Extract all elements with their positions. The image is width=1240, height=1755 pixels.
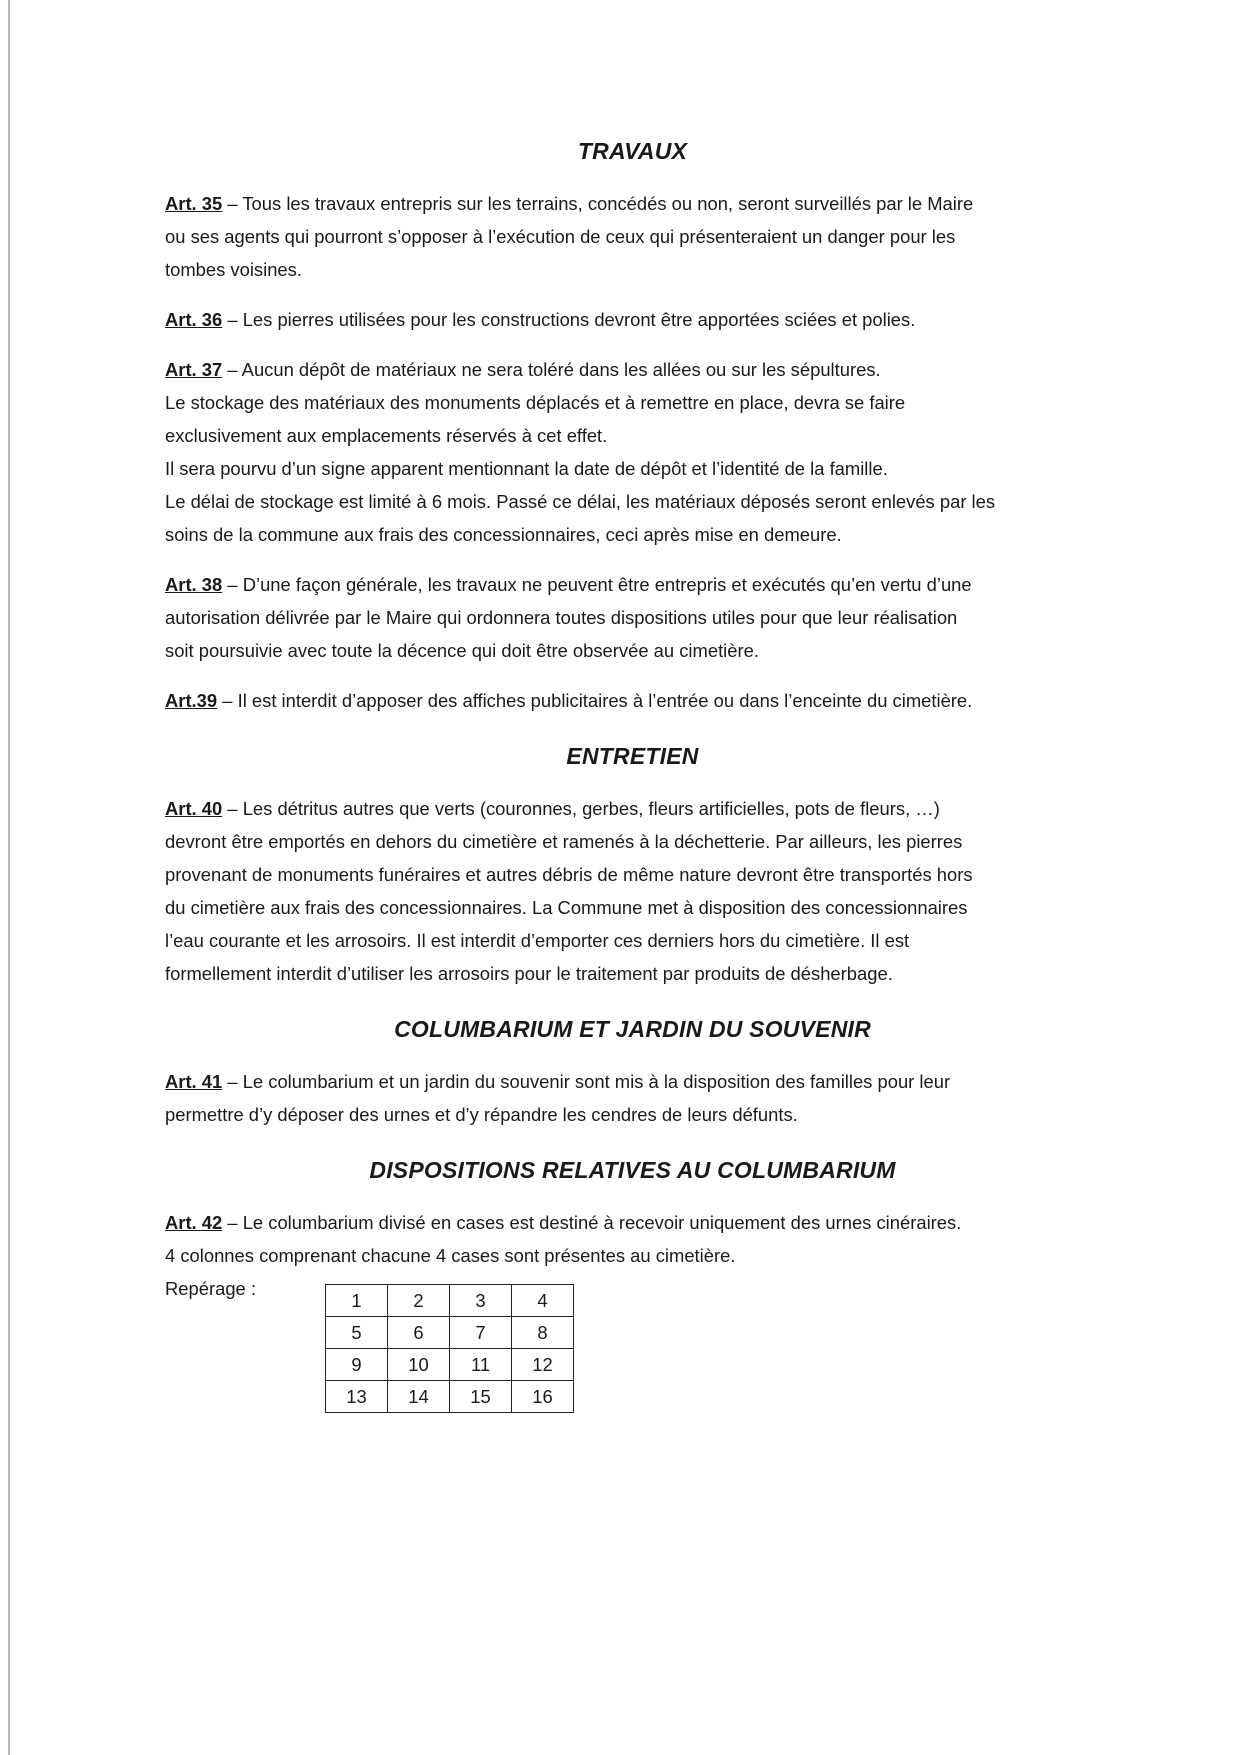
heading-columbarium-jardin: COLUMBARIUM ET JARDIN DU SOUVENIR — [394, 1016, 871, 1042]
article-label: Art. 41 — [165, 1071, 223, 1092]
article-label: Art.39 — [165, 690, 218, 711]
grid-cell: 14 — [388, 1381, 450, 1413]
grid-row — [326, 1317, 574, 1349]
article-35: Art. 35 – Tous les travaux entrepris sur les terrains, concédés ou non, seront surveillés par le Maire ou ses agents qui pourront s’opposer à l’exécution de ceux qui présenteraient un danger pour les tombes voisines. — [165, 193, 974, 280]
grid-row — [326, 1349, 574, 1381]
grid-cell: 2 — [388, 1285, 450, 1317]
article-37: Art. 37 – Aucun dépôt de matériaux ne sera toléré dans les allées ou sur les sépultures. Le stockage des matériaux des monuments déplacés et à remettre en place, devra se faire exclusivement aux emplacements réservés à cet effet. Il sera pourvu d’un signe apparent mentionnant la date de dépôt et l’identité de la famille. Le délai de stockage est limité à 6 mois. Passé ce délai, les matériaux déposés seront enlevés par les soins de la commune aux frais des concessionnaires, ceci après mise en demeure. — [165, 359, 996, 545]
grid-cell: 16 — [512, 1381, 574, 1413]
heading-entretien: ENTRETIEN — [566, 743, 699, 769]
grid-cell: 5 — [326, 1317, 388, 1349]
article-label: Art. 38 — [165, 574, 223, 595]
article-label: Art. 40 — [165, 798, 223, 819]
grid-cell: 8 — [512, 1317, 574, 1349]
article-36: Art. 36 – Les pierres utilisées pour les constructions devront être apportées sciées et polies. — [165, 309, 916, 330]
article-42: Art. 42 – Le columbarium divisé en cases est destiné à recevoir uniquement des urnes cinéraires. 4 colonnes comprenant chacune 4 cases sont présentes au cimetière. — [165, 1212, 962, 1266]
grid-cell: 12 — [512, 1349, 574, 1381]
heading-dispositions-columbarium: DISPOSITIONS RELATIVES AU COLUMBARIUM — [369, 1157, 896, 1183]
reperage-label: Repérage : — [165, 1278, 256, 1299]
grid-cell: 11 — [450, 1349, 512, 1381]
article-label: Art. 35 — [165, 193, 223, 214]
document-page — [165, 138, 1100, 1422]
grid-cell: 15 — [450, 1381, 512, 1413]
article-38: Art. 38 – D’une façon générale, les travaux ne peuvent être entrepris et exécutés qu’en vertu d’une autorisation délivrée par le Maire qui ordonnera toutes dispositions utiles pour que leur réalisation soit poursuivie avec toute la décence qui doit être observée au cimetière. — [165, 574, 972, 661]
columbarium-grid — [325, 1284, 574, 1413]
grid-cell: 10 — [388, 1349, 450, 1381]
grid-cell: 3 — [450, 1285, 512, 1317]
grid-cell: 1 — [326, 1285, 388, 1317]
grid-cell: 6 — [388, 1317, 450, 1349]
article-label: Art. 42 — [165, 1212, 223, 1233]
grid-row — [326, 1381, 574, 1413]
article-label: Art. 36 — [165, 309, 223, 330]
grid-cell: 7 — [450, 1317, 512, 1349]
article-41: Art. 41 – Le columbarium et un jardin du souvenir sont mis à la disposition des familles pour leur permettre d’y déposer des urnes et d’y répandre les cendres de leurs défunts. — [165, 1071, 951, 1125]
grid-cell: 9 — [326, 1349, 388, 1381]
scan-edge-line — [8, 0, 10, 1755]
grid-cell: 4 — [512, 1285, 574, 1317]
grid-row — [326, 1285, 574, 1317]
article-40: Art. 40 – Les détritus autres que verts (couronnes, gerbes, fleurs artificielles, pots de fleurs, …) devront être emportés en dehors du cimetière et ramenés à la déchetterie. Par ailleurs, les pierres provenant de monuments funéraires et autres débris de même nature devront être transportés hors du cimetière aux frais des concessionnaires. La Commune met à disposition des concessionnaires l’eau courante et les arrosoirs. Il est interdit d’emporter ces derniers hors du cimetière. Il est formellement interdit d’utiliser les arrosoirs pour le traitement par produits de désherbage. — [165, 798, 973, 984]
article-label: Art. 37 — [165, 359, 223, 380]
reperage-block — [165, 1272, 1100, 1422]
heading-travaux: TRAVAUX — [577, 138, 688, 164]
article-39: Art.39 – Il est interdit d’apposer des affiches publicitaires à l’entrée ou dans l’enceinte du cimetière. — [165, 690, 973, 711]
grid-cell: 13 — [326, 1381, 388, 1413]
